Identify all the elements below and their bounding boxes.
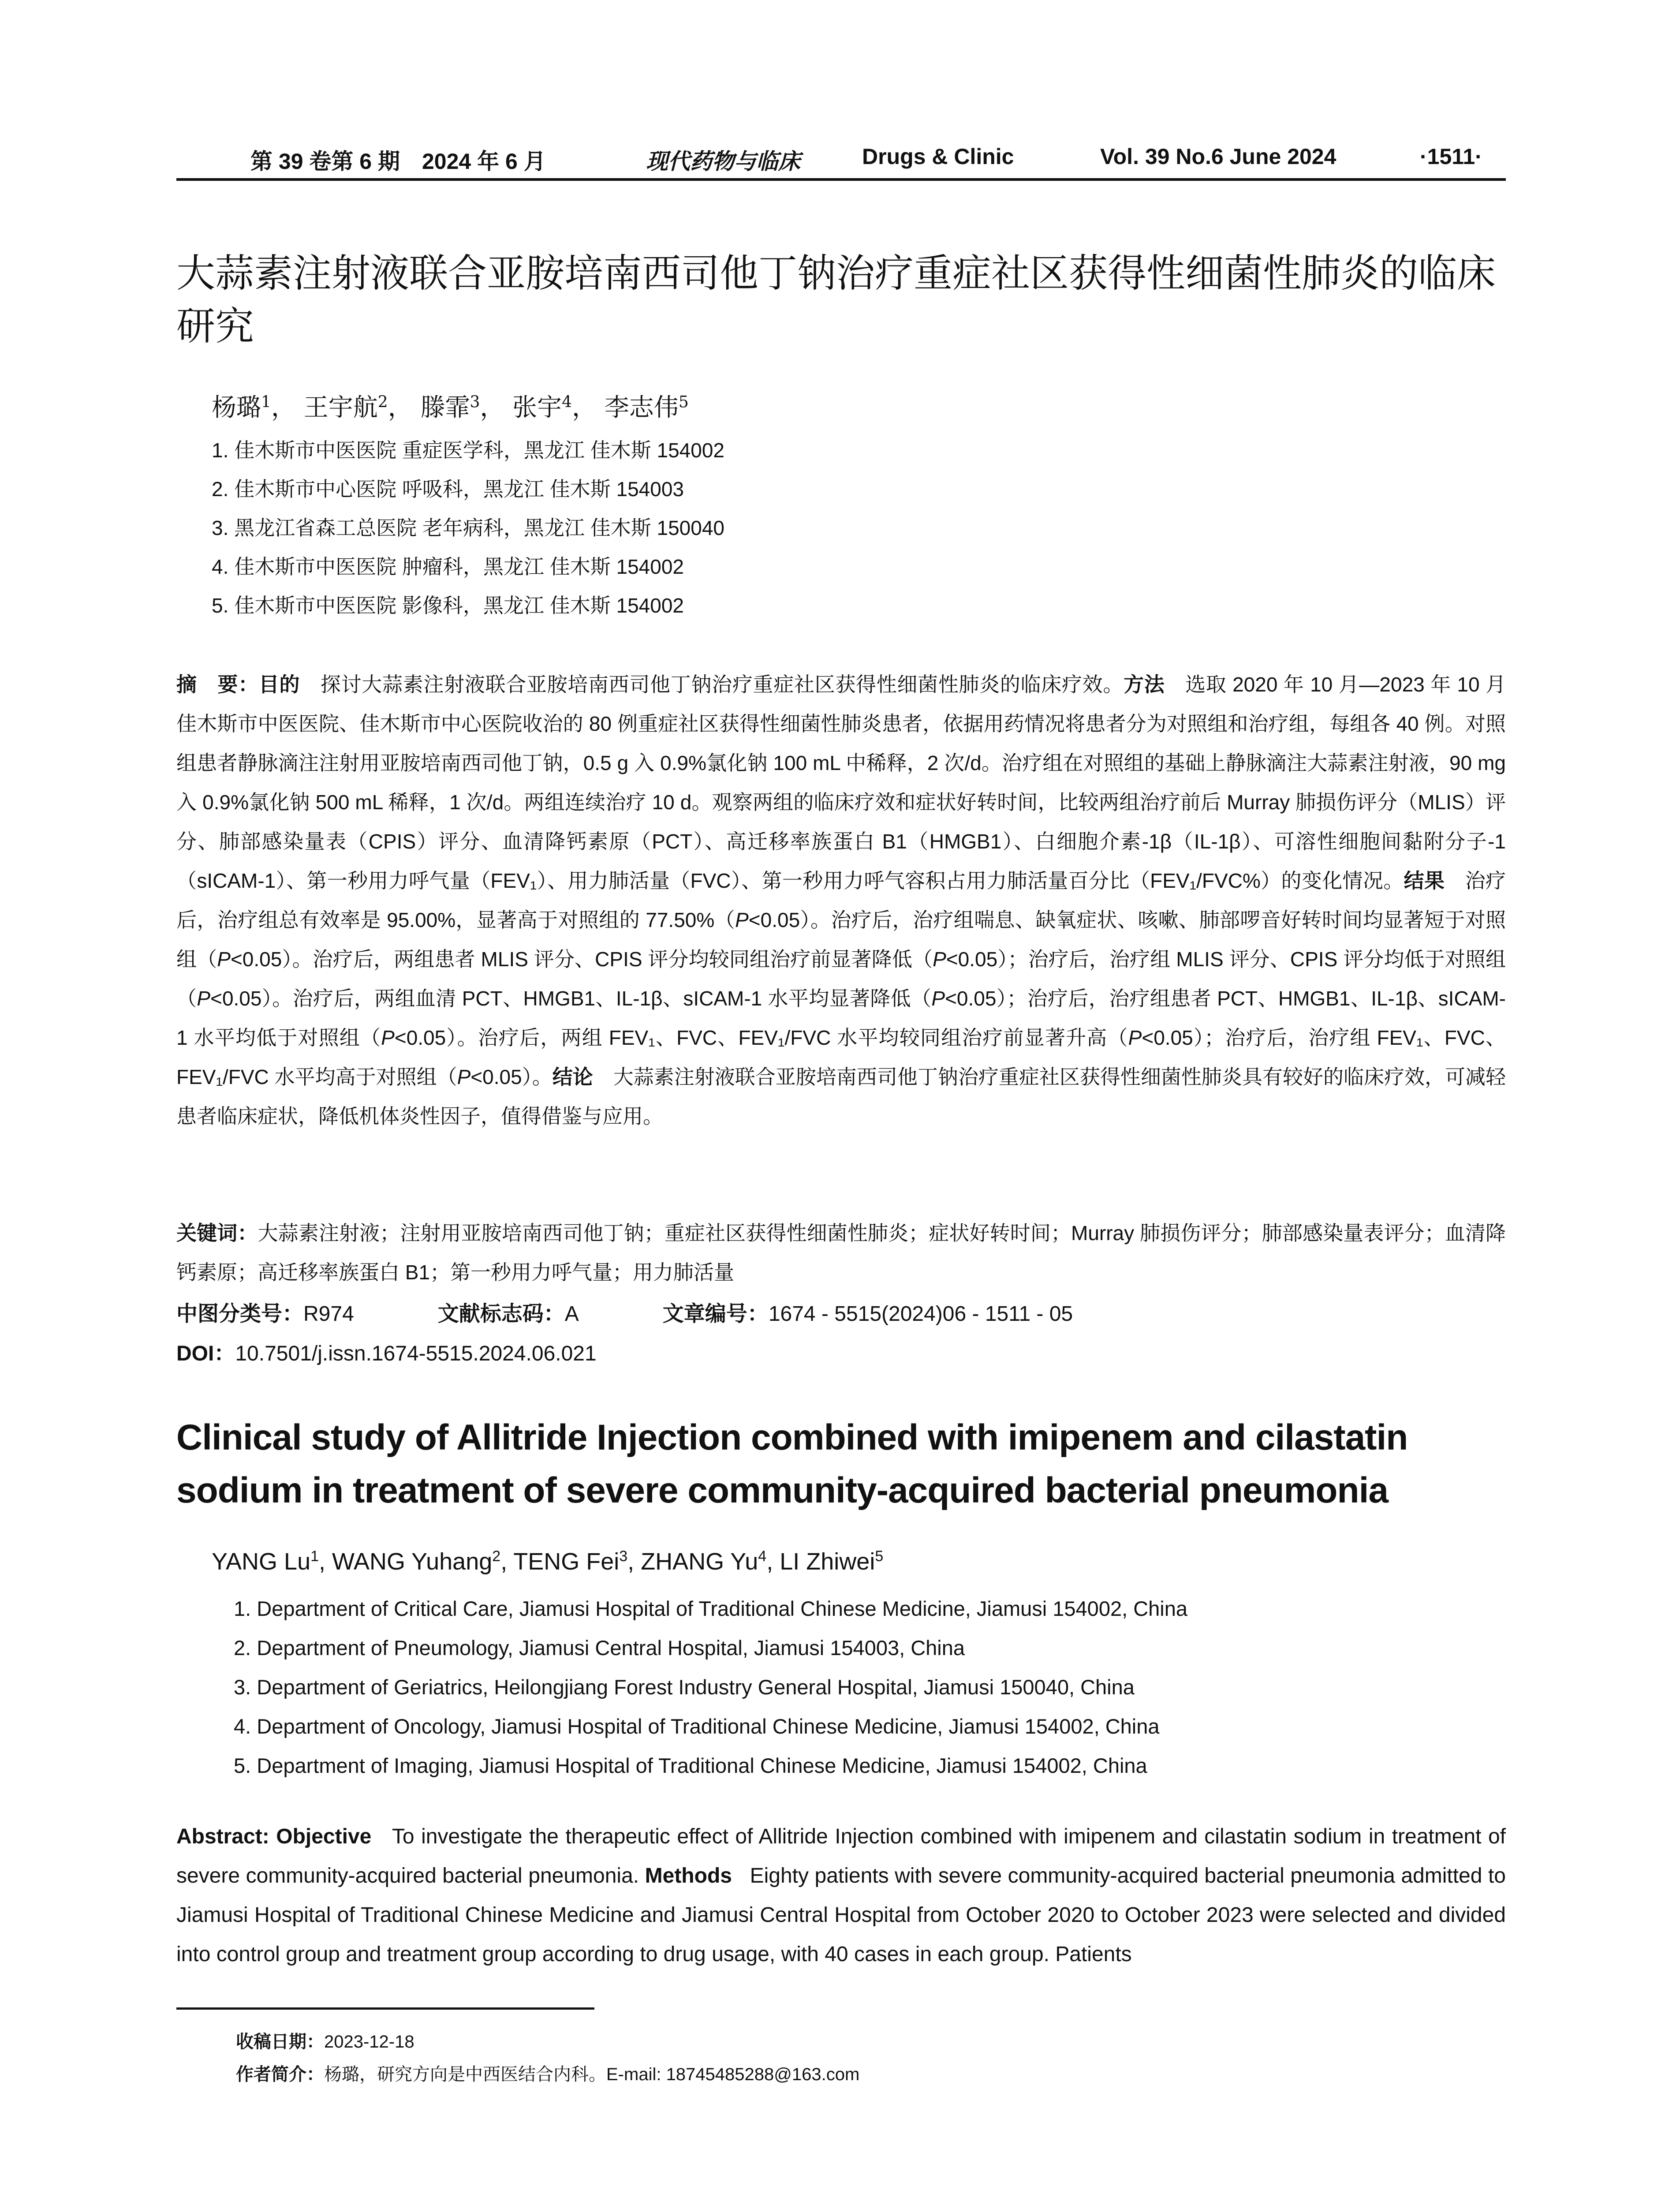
- objective-text: To investigate the therapeutic effect of Allitride Injection combined with imipenem and cilastatin sodium in treatment of severe community-acquired bacterial pneumonia.: [176, 1825, 1506, 1887]
- results-text: <0.05）。: [470, 1065, 553, 1088]
- results-text: <0.05）。治疗后，两组 FEV₁、FVC、FEV₁/FVC 水平均较同组治疗前显著升高（: [394, 1026, 1128, 1049]
- keywords-text: 大蒜素注射液；注射用亚胺培南西司他丁钠；重症社区获得性细菌性肺炎；症状好转时间；Murray 肺损伤评分；肺部感染量表评分；血清降钙素原；高迁移率族蛋白 B1；第一秒用力呼气量；用力肺活量: [176, 1222, 1506, 1284]
- author-sup: 1: [310, 1548, 319, 1565]
- article-no-value: 1674 - 5515(2024)06 - 1511 - 05: [768, 1302, 1073, 1326]
- doi-value: 10.7501/j.issn.1674-5515.2024.06.021: [235, 1342, 597, 1365]
- clc-label: 中图分类号：: [176, 1302, 304, 1326]
- header-issue-en: Vol. 39 No.6 June 2024: [1100, 144, 1337, 169]
- methods-text: Eighty patients with severe community-acquired bacterial pneumonia admitted to Jiamusi Hospital of Traditional Chinese Medicine and Jiamusi Central Hospital from October 2020 to October 2023 were selected and divided into control group and treatment group according to drug usage, with 40 cases in each group. Patients: [176, 1864, 1506, 1966]
- header-rule: [176, 178, 1506, 181]
- p-symbol: P: [933, 948, 946, 971]
- english-affiliation-5: 5. Department of Imaging, Jiamusi Hospital of Traditional Chinese Medicine, Jiamusi 154002, China: [234, 1754, 1147, 1777]
- author-name: TENG Fei: [513, 1548, 620, 1575]
- results-text: <0.05）。治疗后，两组患者 MLIS 评分、CPIS 评分均较同组治疗前显著降低（: [230, 948, 933, 971]
- chinese-affiliation-5: 5. 佳木斯市中医医院 影像科，黑龙江 佳木斯 154002: [212, 594, 684, 617]
- author-name: 杨璐: [212, 393, 261, 422]
- article-no-label: 文章编号：: [662, 1302, 769, 1326]
- author-bio-text: 杨璐，研究方向是中西医结合内科。E-mail: 18745485288@163.com: [324, 2065, 860, 2084]
- author-sup: 4: [562, 393, 572, 411]
- chinese-title: 大蒜素注射液联合亚胺培南西司他丁钠治疗重症社区获得性细菌性肺炎的临床研究: [176, 251, 1496, 348]
- author-sup: 3: [619, 1548, 628, 1565]
- english-affiliation-3: 3. Department of Geriatrics, Heilongjiang Forest Industry General Hospital, Jiamusi 150040, China: [234, 1675, 1135, 1699]
- received-date: [236, 2028, 414, 2053]
- chinese-affiliation-4: 4. 佳木斯市中医医院 肿瘤科，黑龙江 佳木斯 154002: [212, 555, 684, 578]
- p-symbol: P: [217, 948, 231, 971]
- chinese-affiliation-1: 1. 佳木斯市中医医院 重症医学科，黑龙江 佳木斯 154002: [212, 439, 724, 462]
- header-journal-cn: 现代药物与临床: [646, 148, 800, 174]
- keywords-label: 关键词：: [176, 1222, 258, 1245]
- doc-code-value: A: [564, 1302, 579, 1326]
- classification-line: [176, 1297, 1073, 1327]
- author-name: 李志伟: [604, 393, 679, 422]
- author-sup: 5: [875, 1548, 884, 1565]
- p-symbol: P: [457, 1065, 471, 1088]
- english-title: Clinical study of Allitride Injection combined with imipenem and cilastatin sodium in treatment of severe community-acquired bacterial pneumonia: [176, 1417, 1408, 1510]
- methods-text: 选取 2020 年 10 月—2023 年 10 月佳木斯市中医医院、佳木斯市中心医院收治的 80 例重症社区获得性细菌性肺炎患者，依据用药情况将患者分为对照组和治疗组，每组各 40 例。对照组患者静脉滴注注射用亚胺培南西司他丁钠，0.5 g 入 0.9%氯化钠 100 mL 中稀释，2 次/d。治疗组在对照组的基础上静脉滴注大蒜素注射液，90 mg 入 0.9%氯化钠 500 mL 稀释，1 次/d。两组连续治疗 10 d。观察两组的临床疗效和症状好转时间，比较两组治疗前后 Murray 肺损伤评分（MLIS）评分、肺部感染量表（CPIS）评分、血清降钙素原（PCT）、高迁移率族蛋白 B1（HMGB1）、白细胞介素-1β（IL-1β）、可溶性细胞间黏附分子-1（sICAM-1）、第一秒用力呼气量（FEV₁）、用力肺活量（FVC）、第一秒用力呼气容积占用力肺活量百分比（FEV₁/FVC%）的变化情况。: [176, 673, 1506, 892]
- results-text: <0.05）；治疗后，治疗组 FEV₁、FVC、FEV₁/FVC 水平均高于对照组（: [176, 1026, 1506, 1088]
- objective-label: Objective: [276, 1825, 372, 1848]
- chinese-keywords: [176, 1214, 1506, 1292]
- author-name: LI Zhiwei: [780, 1548, 875, 1575]
- clc-value: R974: [303, 1302, 354, 1326]
- received-label: 收稿日期：: [236, 2032, 324, 2052]
- p-symbol: P: [931, 987, 945, 1010]
- author-name: WANG Yuhang: [332, 1548, 493, 1575]
- doi-label: DOI：: [176, 1342, 235, 1365]
- abstract-label: Abstract:: [176, 1825, 269, 1848]
- author-bio-label: 作者简介：: [236, 2065, 324, 2084]
- author-name: 张宇: [512, 393, 562, 422]
- abstract-label: 摘 要：: [176, 673, 259, 696]
- author-name: ZHANG Yu: [641, 1548, 758, 1575]
- english-affiliation-4: 4. Department of Oncology, Jiamusi Hospital of Traditional Chinese Medicine, Jiamusi 154002, China: [234, 1715, 1160, 1738]
- results-text: 治疗后，治疗组总有效率是 95.00%，显著高于对照组的 77.50%（: [176, 869, 1506, 931]
- english-authors: YANG Lu$^1$, WANG Yuhang$^2$, TENG Fei$^3$, ZHANG Yu$^4$, LI Zhiwei$^5$: [212, 1548, 884, 1575]
- header-page-number: ·1511·: [1420, 144, 1482, 169]
- methods-label: 方法: [1124, 673, 1165, 696]
- p-symbol: P: [381, 1026, 395, 1049]
- author-name: 滕霏: [420, 393, 470, 422]
- author-sup: 2: [377, 393, 388, 411]
- objective-label: 目的: [258, 673, 300, 696]
- results-text: <0.05）。治疗后，两组血清 PCT、HMGB1、IL-1β、sICAM-1 水平均显著降低（: [210, 987, 932, 1010]
- received-value: 2023-12-18: [324, 2032, 414, 2052]
- author-sup: 2: [492, 1548, 501, 1565]
- english-affiliation-1: 1. Department of Critical Care, Jiamusi Hospital of Traditional Chinese Medicine, Jiamusi 154002, China: [234, 1597, 1188, 1620]
- doc-code-label: 文献标志码：: [437, 1302, 565, 1326]
- p-symbol: P: [735, 908, 749, 931]
- doi-line: [176, 1336, 597, 1367]
- author-name: YANG Lu: [212, 1548, 311, 1575]
- conclusion-text: 大蒜素注射液联合亚胺培南西司他丁钠治疗重症社区获得性细菌性肺炎具有较好的临床疗效，可减轻患者临床症状，降低机体炎性因子，值得借鉴与应用。: [176, 1065, 1506, 1128]
- chinese-affiliation-2: 2. 佳木斯市中心医院 呼吸科，黑龙江 佳木斯 154003: [212, 478, 684, 501]
- results-label: 结果: [1404, 869, 1445, 892]
- results-text: <0.05）；治疗后，治疗组 MLIS 评分、CPIS 评分均低于对照组（: [176, 948, 1506, 1010]
- conclusion-label: 结论: [552, 1065, 593, 1088]
- methods-label: Methods: [645, 1864, 732, 1887]
- author-name: 王宇航: [303, 393, 378, 422]
- author-sup: 3: [470, 393, 480, 411]
- author-bio: [236, 2060, 859, 2085]
- author-sup: 4: [758, 1548, 767, 1565]
- english-affiliation-2: 2. Department of Pneumology, Jiamusi Central Hospital, Jiamusi 154003, China: [234, 1636, 965, 1659]
- author-sup: 1: [261, 393, 271, 411]
- header-issue-cn: 第 39 卷第 6 期 2024 年 6 月: [250, 149, 546, 174]
- results-text: <0.05）。治疗后，治疗组喘息、缺氧症状、咳嗽、肺部啰音好转时间均显著短于对照组（: [176, 908, 1506, 971]
- footnote-rule: [176, 2007, 594, 2010]
- p-symbol: P: [197, 987, 211, 1010]
- header-journal-en: Drugs & Clinic: [862, 144, 1014, 169]
- running-header: [176, 140, 1506, 180]
- chinese-affiliation-3: 3. 黑龙江省森工总医院 老年病科，黑龙江 佳木斯 150040: [212, 516, 724, 539]
- objective-text: 探讨大蒜素注射液联合亚胺培南西司他丁钠治疗重症社区获得性细菌性肺炎的临床疗效。: [320, 673, 1124, 696]
- chinese-abstract: [176, 665, 1506, 1136]
- chinese-authors: 杨璐$^1$， 王宇航$^2$， 滕霏$^3$， 张宇$^4$， 李志伟$^5$: [212, 393, 689, 422]
- results-text: <0.05）；治疗后，治疗组患者 PCT、HMGB1、IL-1β、sICAM-1 水平均低于对照组（: [176, 987, 1506, 1049]
- author-sup: 5: [678, 393, 689, 411]
- p-symbol: P: [1128, 1026, 1142, 1049]
- english-abstract: [176, 1817, 1506, 1974]
